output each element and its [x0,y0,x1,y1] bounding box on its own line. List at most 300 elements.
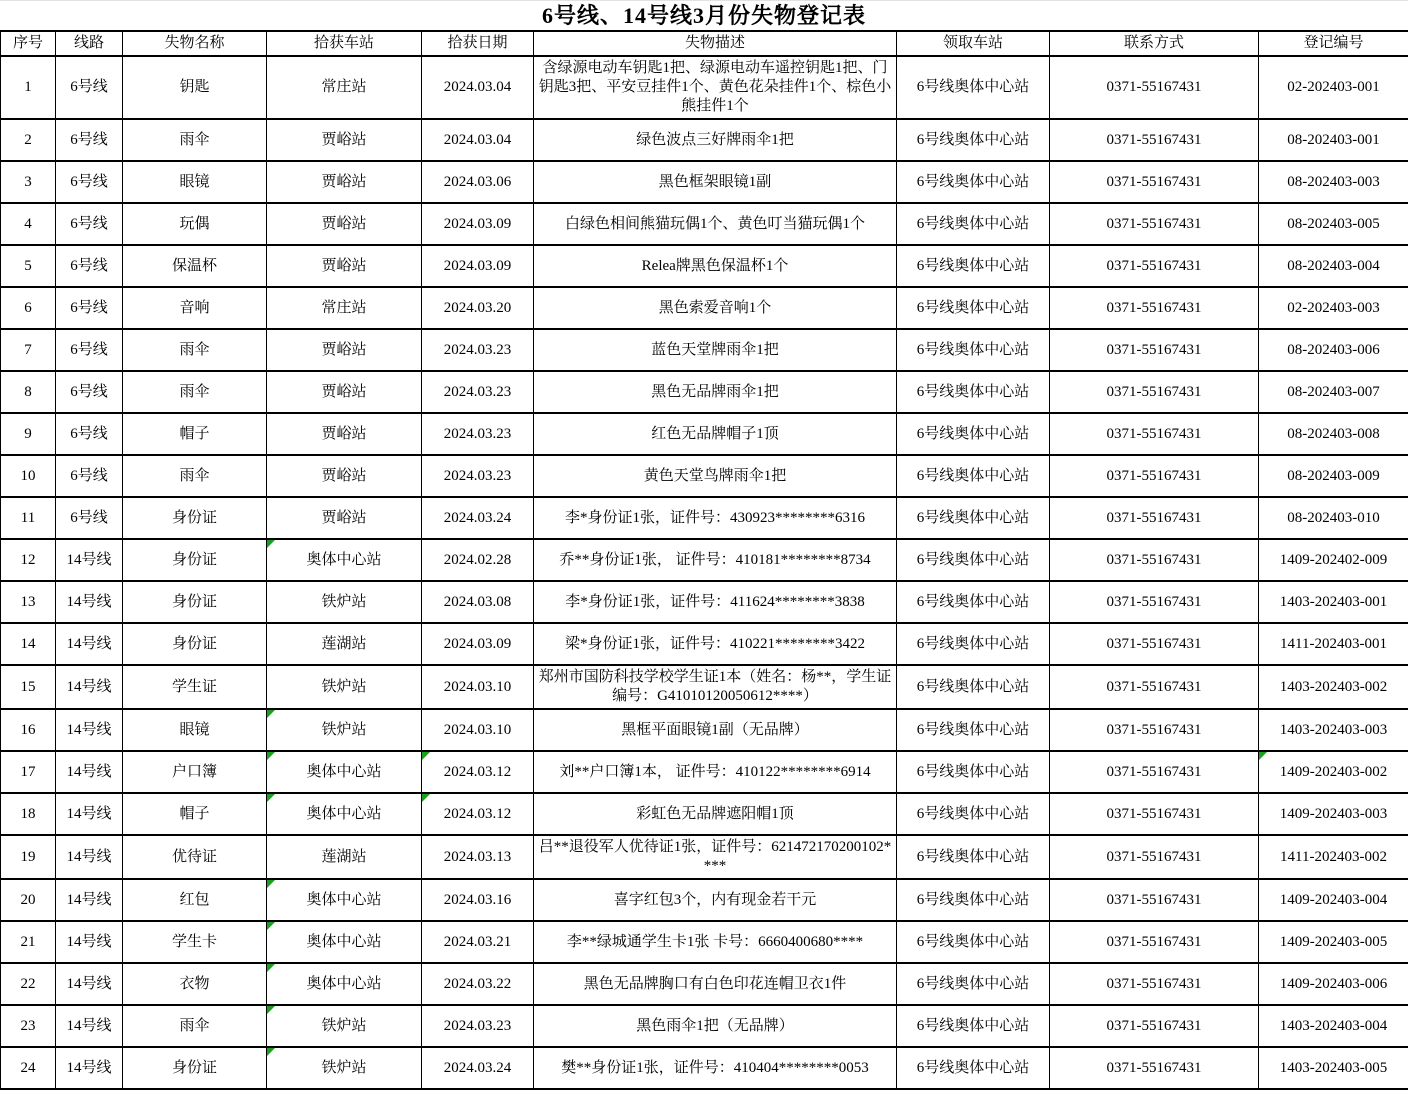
cell-found-date [422,623,534,665]
cell-claim-station [897,581,1050,623]
cell-description [534,879,897,921]
cell-found-date [422,56,534,119]
cell-found-date [422,161,534,203]
cell-claim-station-value: 6号线奥体中心站 [916,635,1030,652]
cell-registration-no-value: 08-202403-008 [1287,425,1380,442]
cell-found-date-value: 2024.03.21 [443,933,512,950]
cell-registration-no-value: 08-202403-006 [1287,341,1380,358]
cell-contact-value: 0371-55167431 [1106,975,1202,992]
cell-line-value: 6号线 [70,467,108,484]
cell-description [534,497,897,539]
cell-item-name [123,581,267,623]
cell-line [56,455,123,497]
cell-contact [1050,329,1259,371]
cell-claim-station-value: 6号线奥体中心站 [916,975,1030,992]
cell-found-station [267,793,422,835]
cell-item-name-value: 帽子 [179,805,210,822]
cell-item-name-value: 学生卡 [171,933,217,950]
cell-index [1,329,56,371]
cell-found-station [267,245,422,287]
cell-claim-station-value: 6号线奥体中心站 [916,593,1030,610]
cell-contact [1050,203,1259,245]
cell-contact-value: 0371-55167431 [1106,848,1202,865]
cell-contact-value: 0371-55167431 [1106,173,1202,190]
cell-index [1,203,56,245]
cell-description-value: 李*身份证1张，证件号：430923********6316 [564,509,865,526]
cell-line-value: 6号线 [70,425,108,442]
cell-found-station-value: 铁炉站 [321,1059,367,1076]
cell-line [56,1047,123,1089]
cell-line-value: 14号线 [66,763,112,780]
cell-found-station [267,287,422,329]
cell-found-station [267,329,422,371]
table-row [1,56,1408,119]
cell-description [534,161,897,203]
cell-found-station-value: 奥体中心站 [306,891,382,908]
cell-claim-station [897,329,1050,371]
cell-description-value: 喜字红包3个，内有现金若干元 [613,891,817,908]
cell-index [1,709,56,751]
cell-index [1,793,56,835]
column-header: 登记编号 [1259,31,1408,56]
cell-line [56,413,123,455]
cell-found-station [267,56,422,119]
cell-found-station [267,371,422,413]
cell-item-name-value: 音响 [179,299,210,316]
cell-registration-no [1259,793,1408,835]
cell-description [534,413,897,455]
column-header: 序号 [1,31,56,56]
cell-item-name [123,963,267,1005]
column-header: 联系方式 [1050,31,1259,56]
cell-claim-station [897,879,1050,921]
table-row [1,203,1408,245]
cell-contact-value: 0371-55167431 [1106,551,1202,568]
cell-found-date [422,1047,534,1089]
cell-contact [1050,497,1259,539]
cell-claim-station [897,1005,1050,1047]
cell-found-date [422,497,534,539]
cell-item-name-value: 户口簿 [171,763,217,780]
cell-index-value: 4 [24,215,32,232]
cell-found-date [422,371,534,413]
cell-description [534,751,897,793]
cell-claim-station-value: 6号线奥体中心站 [916,1017,1030,1034]
cell-index-value: 1 [24,79,32,95]
cell-item-name [123,287,267,329]
cell-found-date [422,539,534,581]
table-row [1,119,1408,161]
cell-contact-value: 0371-55167431 [1106,721,1202,738]
cell-claim-station [897,287,1050,329]
cell-index-value: 6 [24,299,32,316]
cell-registration-no [1259,665,1408,709]
cell-index [1,581,56,623]
cell-description [534,455,897,497]
cell-contact [1050,245,1259,287]
cell-claim-station-value: 6号线奥体中心站 [916,509,1030,526]
cell-registration-no-value: 08-202403-003 [1287,173,1380,190]
cell-registration-no-value: 1403-202403-002 [1279,678,1388,695]
cell-found-date-value: 2024.03.09 [443,635,512,652]
cell-found-date-value: 2024.03.10 [443,721,512,738]
cell-line-value: 6号线 [70,299,108,316]
cell-found-station [267,413,422,455]
cell-item-name [123,371,267,413]
table-row [1,161,1408,203]
cell-contact [1050,709,1259,751]
cell-found-station-value: 奥体中心站 [306,805,382,822]
cell-item-name [123,665,267,709]
table-row [1,287,1408,329]
cell-claim-station [897,665,1050,709]
cell-found-station [267,539,422,581]
cell-registration-no-value: 02-202403-001 [1287,79,1380,95]
cell-found-date [422,119,534,161]
cell-index-value: 5 [24,257,32,274]
cell-line-value: 14号线 [66,848,112,865]
cell-description-value: 黑色无品牌雨伞1把 [651,383,779,400]
cell-description-value: Relea牌黑色保温杯1个 [641,257,789,274]
cell-found-date [422,835,534,879]
cell-item-name-value: 身份证 [171,509,217,526]
cell-claim-station [897,455,1050,497]
cell-registration-no-value: 08-202403-009 [1287,467,1380,484]
cell-index-value: 21 [20,933,36,950]
cell-line [56,203,123,245]
table-row [1,497,1408,539]
cell-index-value: 18 [20,805,36,822]
cell-item-name-value: 身份证 [171,551,217,568]
cell-found-date [422,203,534,245]
cell-index-value: 13 [20,593,36,610]
cell-item-name [123,539,267,581]
table-header-row [1,31,1408,56]
table-row [1,581,1408,623]
cell-found-date-value: 2024.03.23 [443,467,512,484]
cell-registration-no [1259,539,1408,581]
cell-claim-station [897,623,1050,665]
cell-line-value: 6号线 [70,173,108,190]
cell-item-name-value: 保温杯 [171,257,217,274]
cell-description [534,581,897,623]
cell-registration-no-value: 1403-202403-003 [1279,721,1388,738]
cell-line [56,963,123,1005]
cell-claim-station-value: 6号线奥体中心站 [916,1059,1030,1076]
error-marker-icon [422,794,430,802]
cell-line [56,581,123,623]
cell-found-station-value: 贾峪站 [321,383,367,400]
cell-item-name [123,921,267,963]
cell-found-station-value: 奥体中心站 [306,763,382,780]
cell-registration-no-value: 1409-202403-003 [1279,805,1388,822]
cell-contact-value: 0371-55167431 [1106,1017,1202,1034]
cell-index [1,56,56,119]
cell-contact [1050,963,1259,1005]
cell-item-name-value: 身份证 [171,593,217,610]
error-marker-icon [267,540,275,548]
cell-line [56,245,123,287]
cell-description-value: 吕**退役军人优待证1张，证件号：621472170200102**** [538,839,892,874]
cell-index-value: 10 [20,467,36,484]
error-marker-icon [267,1048,275,1056]
table-row [1,539,1408,581]
cell-item-name-value: 红包 [179,891,210,908]
cell-found-station-value: 铁炉站 [321,678,367,695]
page-title: 6号线、14号线3月份失物登记表 [541,3,866,28]
cell-claim-station-value: 6号线奥体中心站 [916,763,1030,780]
cell-found-date-value: 2024.03.06 [443,173,512,190]
cell-item-name [123,835,267,879]
cell-item-name [123,56,267,119]
cell-contact-value: 0371-55167431 [1106,257,1202,274]
cell-found-date-value: 2024.03.12 [443,805,512,822]
cell-index-value: 12 [20,551,36,568]
cell-item-name-value: 衣物 [179,975,210,992]
cell-contact-value: 0371-55167431 [1106,383,1202,400]
cell-found-station-value: 奥体中心站 [306,551,382,568]
cell-line [56,287,123,329]
cell-registration-no-value: 1409-202402-009 [1279,551,1388,568]
cell-item-name-value: 雨伞 [179,341,210,358]
cell-description [534,709,897,751]
cell-found-date-value: 2024.02.28 [443,551,512,568]
cell-description-value: 彩虹色无品牌遮阳帽1顶 [636,805,794,822]
cell-found-date-value: 2024.03.08 [443,593,512,610]
cell-claim-station [897,835,1050,879]
cell-item-name [123,413,267,455]
cell-found-date [422,581,534,623]
cell-index-value: 9 [24,425,32,442]
cell-description-value: 黑框平面眼镜1副（无品牌） [621,721,809,738]
cell-index-value: 7 [24,341,32,358]
cell-registration-no [1259,245,1408,287]
cell-contact [1050,665,1259,709]
cell-found-station-value: 莲湖站 [321,848,367,865]
table-row [1,751,1408,793]
cell-found-date [422,751,534,793]
cell-registration-no [1259,161,1408,203]
table-row [1,963,1408,1005]
cell-contact-value: 0371-55167431 [1106,593,1202,610]
cell-line-value: 14号线 [66,721,112,738]
table-row [1,921,1408,963]
cell-claim-station-value: 6号线奥体中心站 [916,341,1030,358]
cell-registration-no [1259,963,1408,1005]
cell-claim-station [897,793,1050,835]
cell-claim-station [897,709,1050,751]
cell-contact-value: 0371-55167431 [1106,131,1202,148]
cell-claim-station [897,56,1050,119]
cell-found-station [267,455,422,497]
cell-contact [1050,539,1259,581]
cell-contact-value: 0371-55167431 [1106,763,1202,780]
cell-description [534,665,897,709]
cell-index [1,455,56,497]
cell-found-date-value: 2024.03.22 [443,975,512,992]
cell-description [534,329,897,371]
cell-registration-no [1259,203,1408,245]
cell-line [56,709,123,751]
cell-description [534,56,897,119]
cell-description-value: 黑色索爱音响1个 [658,299,772,316]
cell-line [56,921,123,963]
error-marker-icon [267,880,275,888]
cell-registration-no-value: 1409-202403-004 [1279,891,1388,908]
cell-claim-station-value: 6号线奥体中心站 [916,173,1030,190]
cell-description [534,203,897,245]
cell-claim-station-value: 6号线奥体中心站 [916,933,1030,950]
cell-contact [1050,623,1259,665]
cell-line [56,56,123,119]
cell-contact-value: 0371-55167431 [1106,425,1202,442]
cell-item-name [123,455,267,497]
cell-claim-station [897,119,1050,161]
cell-item-name-value: 眼镜 [179,721,210,738]
cell-description [534,1047,897,1089]
cell-found-station [267,709,422,751]
cell-found-date-value: 2024.03.16 [443,891,512,908]
cell-claim-station-value: 6号线奥体中心站 [916,79,1030,95]
cell-contact-value: 0371-55167431 [1106,509,1202,526]
cell-found-station [267,161,422,203]
cell-line-value: 14号线 [66,678,112,695]
cell-found-date-value: 2024.03.09 [443,215,512,232]
error-marker-icon [267,794,275,802]
cell-registration-no-value: 08-202403-007 [1287,383,1380,400]
cell-found-date-value: 2024.03.04 [443,131,512,148]
cell-claim-station-value: 6号线奥体中心站 [916,551,1030,568]
cell-description-value: 樊**身份证1张，证件号：410404********0053 [561,1059,869,1076]
cell-claim-station [897,921,1050,963]
cell-registration-no [1259,119,1408,161]
cell-item-name [123,709,267,751]
cell-found-station [267,497,422,539]
cell-item-name [123,161,267,203]
cell-index [1,623,56,665]
cell-item-name-value: 雨伞 [179,131,210,148]
cell-line-value: 6号线 [70,79,108,95]
cell-contact [1050,56,1259,119]
cell-line [56,751,123,793]
cell-description-value: 蓝色天堂牌雨伞1把 [651,341,779,358]
cell-index-value: 24 [20,1059,36,1076]
lost-items-table [0,30,1408,1090]
cell-found-station-value: 贾峪站 [321,467,367,484]
cell-index [1,245,56,287]
cell-found-station-value: 贾峪站 [321,509,367,526]
column-header: 失物名称 [123,31,267,56]
cell-found-station [267,921,422,963]
cell-item-name-value: 玩偶 [179,215,210,232]
cell-found-station [267,1047,422,1089]
cell-index [1,1005,56,1047]
cell-claim-station-value: 6号线奥体中心站 [916,131,1030,148]
table-row [1,455,1408,497]
cell-contact [1050,879,1259,921]
cell-index-value: 17 [20,763,36,780]
cell-claim-station-value: 6号线奥体中心站 [916,805,1030,822]
table-row [1,623,1408,665]
cell-contact [1050,287,1259,329]
cell-contact [1050,119,1259,161]
cell-index [1,963,56,1005]
cell-line-value: 14号线 [66,1059,112,1076]
cell-item-name-value: 优待证 [171,848,217,865]
cell-description [534,1005,897,1047]
cell-found-date [422,329,534,371]
cell-description [534,287,897,329]
cell-description [534,835,897,879]
cell-line [56,623,123,665]
cell-claim-station [897,413,1050,455]
cell-description-value: 黑色雨伞1把（无品牌） [636,1017,794,1034]
cell-description-value: 李*身份证1张，证件号：411624********3838 [565,593,865,610]
table-row [1,879,1408,921]
cell-found-date-value: 2024.03.24 [443,1059,512,1076]
cell-found-date-value: 2024.03.23 [443,425,512,442]
cell-claim-station [897,203,1050,245]
table-row [1,1005,1408,1047]
cell-item-name [123,793,267,835]
cell-contact-value: 0371-55167431 [1106,891,1202,908]
cell-index [1,835,56,879]
cell-index-value: 19 [20,848,36,865]
cell-item-name [123,329,267,371]
cell-found-station [267,1005,422,1047]
error-marker-icon [422,752,430,760]
cell-item-name-value: 眼镜 [179,173,210,190]
table-row [1,329,1408,371]
cell-registration-no-value: 1411-202403-002 [1280,848,1387,865]
cell-line [56,1005,123,1047]
cell-contact [1050,793,1259,835]
table-row [1,709,1408,751]
cell-index-value: 8 [24,383,32,400]
cell-description [534,245,897,287]
cell-line-value: 6号线 [70,341,108,358]
cell-line [56,879,123,921]
cell-found-station [267,835,422,879]
cell-found-date [422,921,534,963]
cell-description-value: 红色无品牌帽子1顶 [651,425,779,442]
column-header: 领取车站 [897,31,1050,56]
cell-line-value: 14号线 [66,933,112,950]
cell-index-value: 20 [20,891,36,908]
cell-claim-station-value: 6号线奥体中心站 [916,848,1030,865]
cell-found-date-value: 2024.03.09 [443,257,512,274]
column-header: 失物描述 [534,31,897,56]
column-header: 线路 [56,31,123,56]
cell-claim-station-value: 6号线奥体中心站 [916,215,1030,232]
cell-claim-station [897,371,1050,413]
table-row [1,835,1408,879]
cell-found-station [267,665,422,709]
cell-claim-station [897,963,1050,1005]
cell-registration-no-value: 1409-202403-005 [1279,933,1388,950]
cell-index [1,497,56,539]
cell-found-station-value: 铁炉站 [321,721,367,738]
cell-contact-value: 0371-55167431 [1106,467,1202,484]
cell-claim-station-value: 6号线奥体中心站 [916,721,1030,738]
cell-registration-no-value: 1409-202403-002 [1279,763,1388,780]
cell-item-name [123,751,267,793]
cell-found-date-value: 2024.03.23 [443,341,512,358]
cell-registration-no [1259,1047,1408,1089]
cell-claim-station-value: 6号线奥体中心站 [916,257,1030,274]
cell-line-value: 14号线 [66,805,112,822]
cell-contact [1050,921,1259,963]
